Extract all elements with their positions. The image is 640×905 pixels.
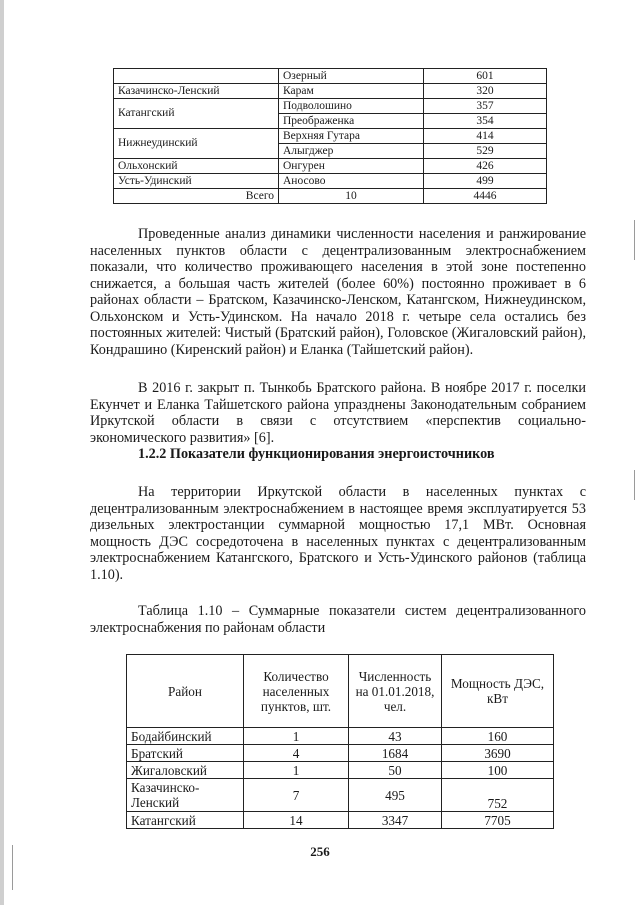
table-row: [114, 69, 547, 84]
count-cell: 4: [244, 745, 349, 762]
settlement-cell: Преображенка: [279, 114, 424, 129]
header-district: Район: [127, 655, 244, 728]
body-paragraph: Проведенные анализ динамики численности населения и ранжирование населенных пунктов области с децентрализованным электроснабжением показали, что количество проживающего населения в этой зоне постепенно снижается, а большая часть жителей (более 60%) постоянно проживает в 6 районах области – Братском, Казачинско-Ленском, Катангском, Нижнеудинском, Ольхонском и Усть-Удинском. На начало 2018 г. четыре села остались без постоянных жителей: Чистый (Братский район), Головское (Жигаловский район), Кондрашино (Киренский район) и Еланка (Тайшетский район).: [90, 226, 586, 358]
body-paragraph: В 2016 г. закрыт п. Тынкобь Братского района. В ноябре 2017 г. поселки Екунчет и Еланка Тайшетского района упразднены Законодательным собранием Иркутской области в связи с отсутствием «перспектив социально-экономического развития» [6].: [90, 380, 586, 446]
population-cell: 50: [349, 762, 442, 779]
population-cell: 495: [349, 779, 442, 812]
table-row: [127, 728, 554, 745]
table-row: [127, 745, 554, 762]
value-cell: 601: [424, 69, 547, 84]
district-cell: Ольхонский: [114, 159, 279, 174]
table-header-row: [127, 655, 554, 728]
count-cell: 7: [244, 779, 349, 812]
section-heading: 1.2.2 Показатели функционирования энергоисточников: [138, 446, 495, 462]
district-cell: Катангский: [127, 812, 244, 829]
scan-edge-mark: [634, 220, 635, 260]
population-cell: 43: [349, 728, 442, 745]
value-cell: 354: [424, 114, 547, 129]
total-label: Всего: [114, 189, 279, 204]
total-count: 10: [279, 189, 424, 204]
district-cell: Жигаловский: [127, 762, 244, 779]
population-cell: 1684: [349, 745, 442, 762]
table-row: [127, 762, 554, 779]
total-row: [114, 189, 547, 204]
district-cell: Братский: [127, 745, 244, 762]
value-cell: 357: [424, 99, 547, 114]
header-power: Мощность ДЭС, кВт: [442, 655, 554, 728]
power-cell: 7705: [442, 812, 554, 829]
header-population: Численность на 01.01.2018, чел.: [349, 655, 442, 728]
power-cell: 100: [442, 762, 554, 779]
page-number: 256: [310, 844, 330, 859]
table-row: [114, 159, 547, 174]
power-cell: 752: [442, 779, 554, 812]
district-cell: [114, 69, 279, 84]
scan-edge-mark: [634, 470, 635, 500]
power-supply-table: [126, 654, 554, 829]
district-cell: Казачинско-Ленский: [114, 84, 279, 99]
settlement-cell: Озерный: [279, 69, 424, 84]
table-row: [114, 99, 547, 114]
table-caption: Таблица 1.10 – Суммарные показатели систем децентрализованного электроснабжения по районам области: [90, 603, 586, 636]
value-cell: 414: [424, 129, 547, 144]
district-cell: Катангский: [114, 99, 279, 129]
table-row: [114, 129, 547, 144]
count-cell: 1: [244, 728, 349, 745]
settlements-table: [113, 68, 547, 204]
district-cell: Усть-Удинский: [114, 174, 279, 189]
table-row: [127, 779, 554, 812]
total-value: 4446: [424, 189, 547, 204]
settlement-cell: Верхняя Гутара: [279, 129, 424, 144]
district-cell: Нижнеудинский: [114, 129, 279, 159]
value-cell: 426: [424, 159, 547, 174]
district-cell: Казачинско-Ленский: [127, 779, 244, 812]
value-cell: 499: [424, 174, 547, 189]
table-row: [114, 174, 547, 189]
value-cell: 320: [424, 84, 547, 99]
power-cell: 3690: [442, 745, 554, 762]
population-cell: 3347: [349, 812, 442, 829]
settlement-cell: Подволошино: [279, 99, 424, 114]
settlement-cell: Карам: [279, 84, 424, 99]
power-cell: 160: [442, 728, 554, 745]
header-count: Количество населенных пунктов, шт.: [244, 655, 349, 728]
count-cell: 14: [244, 812, 349, 829]
settlement-cell: Аносово: [279, 174, 424, 189]
table-row: [127, 812, 554, 829]
table-row: [114, 84, 547, 99]
district-cell: Бодайбинский: [127, 728, 244, 745]
value-cell: 529: [424, 144, 547, 159]
settlement-cell: Алыгджер: [279, 144, 424, 159]
page-edge-shadow: [0, 0, 4, 905]
settlement-cell: Онгурен: [279, 159, 424, 174]
count-cell: 1: [244, 762, 349, 779]
body-paragraph: На территории Иркутской области в населенных пунктах с децентрализованным электроснабжением в настоящее время эксплуатируется 53 дизельных электростанции суммарной мощностью 17,1 МВт. Основная мощность ДЭС сосредоточена в населенных пунктах с децентрализованным электроснабжением Катангского, Братского и Усть-Удинского районов (таблица 1.10).: [90, 484, 586, 583]
